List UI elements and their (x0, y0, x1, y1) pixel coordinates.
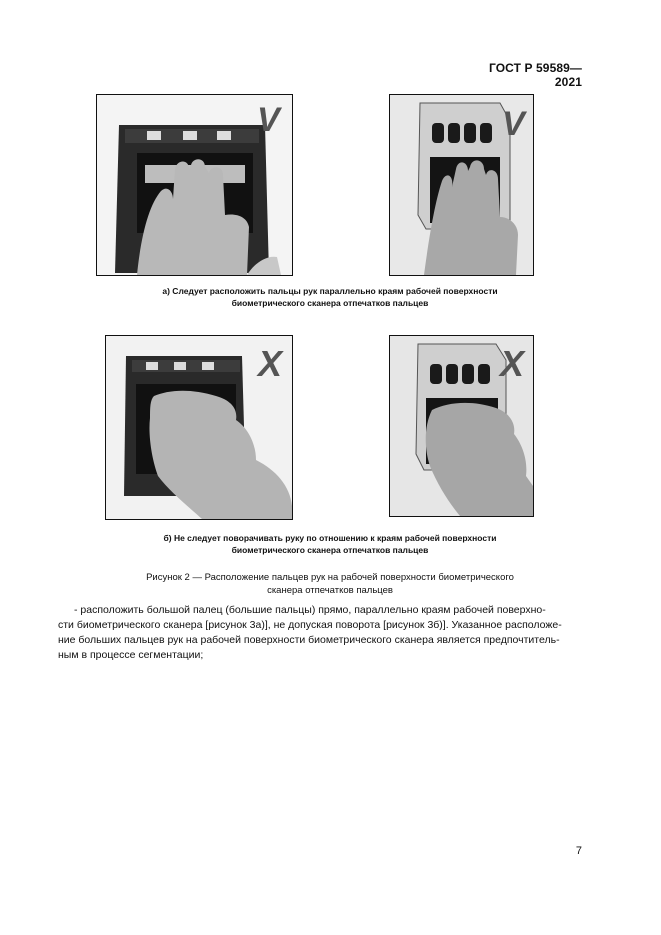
marker-x-2: X (500, 343, 525, 384)
caption-correct-line-1: а) Следует расположить пальцы рук параллельно краям рабочей поверхности (162, 286, 498, 296)
marker-v-1: V (257, 101, 280, 139)
body-line-1: - расположить большой палец (большие пальцы) прямо, параллельно краям рабочей поверхно- (74, 604, 546, 616)
photo-scanner-a-correct (96, 94, 293, 276)
page-number: 7 (575, 845, 582, 857)
caption-incorrect-line-2: биометрического сканера отпечатков пальцев (231, 545, 429, 555)
document-code: ГОСТ Р 59589—2021 (488, 61, 582, 89)
figure-title-line-2: сканера отпечатков пальцев (267, 585, 393, 596)
figure-title (60, 571, 600, 597)
figure-title-line-1: Рисунок 2 — Расположение пальцев рук на рабочей поверхности биометрического (146, 572, 514, 583)
body-line-4: ным в процессе сегментации; (58, 649, 204, 661)
body-line-2: сти биометрического сканера [рисунок 3а)], не допуская поворота [рисунок 3б)]. Указанное расположе- (58, 619, 562, 631)
body-line-3: ние больших пальцев рук на рабочей поверхности биометрического сканера является предпочтитель- (58, 634, 560, 646)
caption-correct-line-2: биометрического сканера отпечатков пальцев (231, 298, 429, 308)
caption-correct (100, 285, 560, 309)
caption-incorrect (100, 532, 560, 556)
marker-v-2: V (502, 105, 525, 143)
marker-x-1: X (258, 343, 283, 384)
body-paragraph (58, 603, 582, 663)
photo-scanner-b-correct (389, 94, 534, 276)
caption-incorrect-line-1: б) Не следует поворачивать руку по отношению к краям рабочей поверхности (163, 533, 497, 543)
photo-scanner-a-incorrect (105, 335, 293, 520)
photo-scanner-b-incorrect (389, 335, 534, 517)
